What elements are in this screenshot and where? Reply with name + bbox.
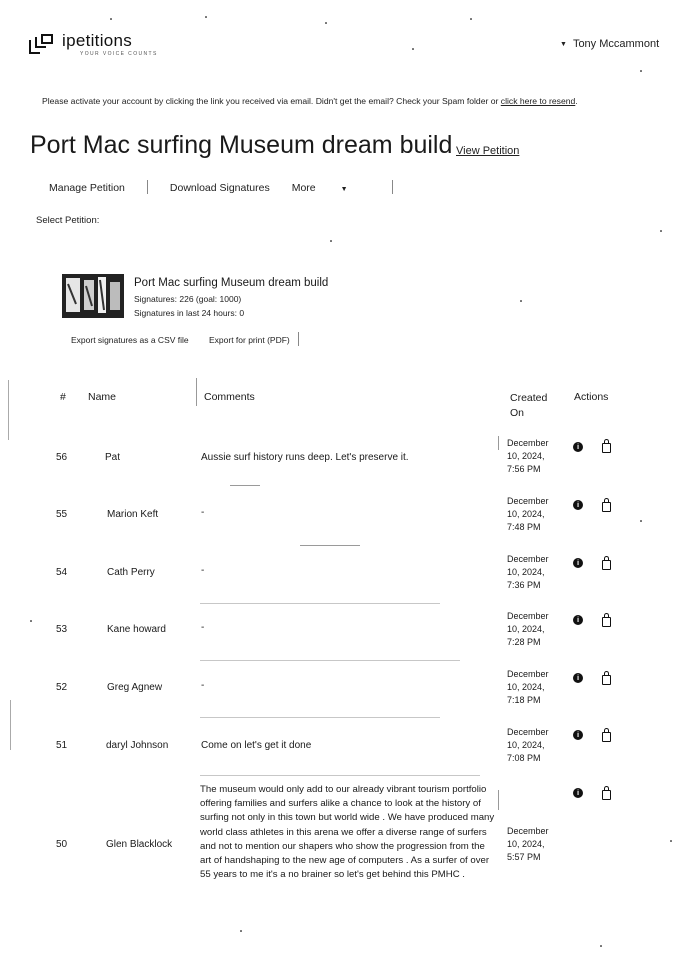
row-number: 50 <box>56 839 68 850</box>
lock-icon <box>602 443 611 453</box>
date-day-year: 10, 2024, <box>507 624 545 634</box>
row-name: Cath Perry <box>107 567 155 578</box>
scan-noise <box>300 545 360 546</box>
date-day-year: 10, 2024, <box>507 567 545 577</box>
row-comment: Aussie surf history runs deep. Let's preserve it. <box>201 452 409 463</box>
petition-card-title[interactable]: Port Mac surfing Museum dream build <box>134 277 329 289</box>
export-pdf-button[interactable]: Export for print (PDF) <box>209 335 290 345</box>
logo-tagline: YOUR VOICE COUNTS <box>80 51 158 57</box>
date-day-year: 10, 2024, <box>507 451 545 461</box>
logo-text[interactable]: ipetitions <box>62 31 133 50</box>
lock-action-button[interactable] <box>602 617 611 630</box>
notice-text: Please activate your account by clicking the link you received via email. Didn't get the email? Check your Spam folder or <box>42 96 501 106</box>
petition-nav <box>49 180 415 194</box>
signature-count: Signatures: 226 (goal: 1000) <box>134 294 242 304</box>
date-time: 5:57 PM <box>507 852 541 862</box>
lock-icon <box>602 617 611 627</box>
row-name: Marion Keft <box>107 509 159 520</box>
resend-link[interactable]: click here to resend <box>500 96 576 106</box>
manage-petition-tab[interactable]: Manage Petition <box>49 182 125 194</box>
date-time: 7:56 PM <box>507 464 541 474</box>
lock-action-button[interactable] <box>602 790 611 803</box>
scan-noise <box>110 18 112 20</box>
page-title: Port Mac surfing Museum dream build <box>30 131 453 159</box>
date-month: December <box>507 438 549 448</box>
row-number: 55 <box>56 509 68 520</box>
row-number: 51 <box>56 740 68 751</box>
row-created <box>507 495 567 534</box>
scan-noise <box>10 700 11 750</box>
date-time: 7:36 PM <box>507 580 541 590</box>
col-header-num: # <box>60 391 66 403</box>
lock-action-button[interactable] <box>602 443 611 456</box>
lock-icon <box>602 560 611 570</box>
row-name: Glen Blacklock <box>106 839 173 850</box>
date-day-year: 10, 2024, <box>507 839 545 849</box>
lock-icon <box>602 732 611 742</box>
scan-noise <box>640 520 642 522</box>
scan-noise <box>200 603 440 604</box>
export-csv-button[interactable]: Export signatures as a CSV file <box>71 335 189 345</box>
date-day-year: 10, 2024, <box>507 740 545 750</box>
row-name: Pat <box>105 452 121 463</box>
date-time: 7:08 PM <box>507 753 541 763</box>
date-time: 7:48 PM <box>507 522 541 532</box>
scan-noise <box>200 660 460 661</box>
info-icon: i <box>573 615 583 625</box>
col-header-created <box>510 391 547 421</box>
lock-action-button[interactable] <box>602 732 611 745</box>
row-created <box>507 553 567 592</box>
row-name: Kane howard <box>107 624 166 635</box>
row-name: daryl Johnson <box>106 740 169 751</box>
scan-noise <box>205 16 207 18</box>
view-petition-link[interactable]: View Petition <box>456 145 520 157</box>
lock-icon <box>602 675 611 685</box>
info-action-button[interactable] <box>573 787 583 798</box>
date-month: December <box>507 727 549 737</box>
info-action-button[interactable] <box>573 729 583 740</box>
scan-noise <box>520 300 522 302</box>
lock-action-button[interactable] <box>602 675 611 688</box>
row-created <box>507 610 567 649</box>
row-created <box>507 668 567 707</box>
nav-divider <box>392 180 393 194</box>
row-created <box>507 437 567 476</box>
scan-noise <box>660 230 662 232</box>
info-action-button[interactable] <box>573 441 583 452</box>
col-header-actions: Actions <box>574 391 609 403</box>
date-month: December <box>507 669 549 679</box>
nav-divider <box>147 180 148 194</box>
select-petition-label: Select Petition: <box>36 215 100 226</box>
info-action-button[interactable] <box>573 499 583 510</box>
user-menu[interactable] <box>560 38 659 50</box>
petition-thumbnail <box>62 274 124 318</box>
created-label: Created <box>510 392 548 404</box>
notice-end: . <box>575 96 578 106</box>
lock-action-button[interactable] <box>602 560 611 573</box>
date-month: December <box>507 826 549 836</box>
scan-noise <box>600 945 602 947</box>
date-day-year: 10, 2024, <box>507 682 545 692</box>
scan-noise <box>670 840 672 842</box>
row-number: 54 <box>56 567 68 578</box>
date-time: 7:18 PM <box>507 695 541 705</box>
lock-icon <box>602 790 611 800</box>
col-header-comments: Comments <box>204 391 255 403</box>
on-label: On <box>510 407 525 419</box>
info-icon: i <box>573 788 583 798</box>
lock-icon <box>602 502 611 512</box>
scan-noise <box>200 717 440 718</box>
more-label: More <box>291 182 316 194</box>
download-signatures-tab[interactable]: Download Signatures <box>169 182 270 194</box>
signatures-last-24h: Signatures in last 24 hours: 0 <box>134 308 245 318</box>
date-month: December <box>507 496 549 506</box>
more-menu[interactable] <box>292 182 370 194</box>
date-time: 7:28 PM <box>507 637 541 647</box>
info-action-button[interactable] <box>573 557 583 568</box>
info-icon: i <box>573 558 583 568</box>
date-day-year: 10, 2024, <box>507 509 545 519</box>
caret-down-icon: ▼ <box>340 186 348 193</box>
scan-noise <box>196 378 197 406</box>
scan-noise <box>640 70 642 72</box>
info-icon: i <box>573 442 583 452</box>
info-action-button[interactable] <box>573 672 583 683</box>
row-created <box>507 726 567 765</box>
export-divider <box>298 332 299 346</box>
scan-noise <box>325 22 327 24</box>
caret-down-icon: ▼ <box>560 41 567 48</box>
scan-noise <box>30 620 32 622</box>
col-header-name: Name <box>88 391 117 403</box>
scan-noise <box>470 18 472 20</box>
row-number: 53 <box>56 624 68 635</box>
row-comment: - <box>201 507 205 518</box>
row-comment: - <box>201 622 205 633</box>
scan-noise <box>412 48 414 50</box>
scan-noise <box>8 380 9 440</box>
activation-notice <box>42 96 578 106</box>
user-name: Tony Mccammont <box>572 38 660 50</box>
row-comment: - <box>201 680 205 691</box>
info-icon: i <box>573 500 583 510</box>
scan-noise <box>498 436 499 450</box>
scan-noise <box>330 240 332 242</box>
row-comment: - <box>201 565 205 576</box>
scan-noise <box>498 790 499 810</box>
info-icon: i <box>573 730 583 740</box>
info-icon: i <box>573 673 583 683</box>
info-action-button[interactable] <box>573 614 583 625</box>
scan-noise <box>230 485 260 486</box>
row-created <box>507 825 567 864</box>
scan-noise <box>240 930 242 932</box>
row-number: 52 <box>56 682 68 693</box>
row-comment: The museum would only add to our already vibrant tourism portfolio offering families and surfers alike a chance to look at the history of surfing not only in this town but world wide . We have produced many world class athletes in this arena we offer a diverse range of surfers and not to mention our shapers who show the progression from the art of handshaping to the new age of computers . As a surfer of over 55 years to me it's a no brainer so let's get behind this PMHC . <box>200 784 495 881</box>
scan-noise <box>200 775 480 776</box>
row-number: 56 <box>56 452 68 463</box>
date-month: December <box>507 554 549 564</box>
ipetitions-logo-icon <box>28 33 54 55</box>
row-comment: Come on let's get it done <box>201 740 312 751</box>
date-month: December <box>507 611 549 621</box>
lock-action-button[interactable] <box>602 502 611 515</box>
row-name: Greg Agnew <box>107 682 163 693</box>
